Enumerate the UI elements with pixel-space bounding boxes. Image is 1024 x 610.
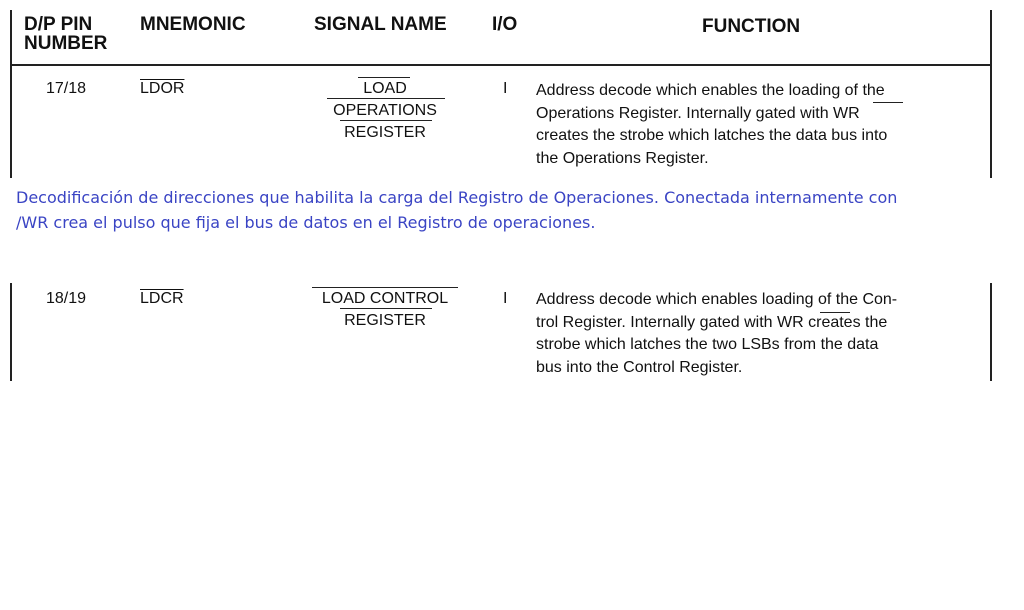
row2-signal-overbar1 xyxy=(312,287,458,288)
translation-line1: Decodificación de direcciones que habilita la carga del Registro de Operaciones. Conectada internamente con xyxy=(16,188,898,207)
row2-function-line2: trol Register. Internally gated with WR creates the xyxy=(536,313,888,331)
row2-function-line1: Address decode which enables loading of the Con- xyxy=(536,291,898,308)
row1-signal-overbar3 xyxy=(340,120,432,121)
header-signal-name: SIGNAL NAME xyxy=(314,14,447,35)
row2-mnemonic: LDCR xyxy=(140,290,184,307)
row1-signal-overbar1 xyxy=(358,77,410,78)
table-left-border xyxy=(10,10,12,178)
header-pin-number xyxy=(24,15,107,53)
row1-signal-line1: LOAD xyxy=(363,80,407,97)
translation-note xyxy=(16,185,1016,235)
row2-signal-line1: LOAD CONTROL xyxy=(321,290,449,307)
header-pin-number-line2: NUMBER xyxy=(24,33,108,54)
row2-right-border xyxy=(990,283,992,381)
row2-function-line3: strobe which latches the two LSBs from the data xyxy=(536,336,879,353)
row1-io: I xyxy=(503,80,508,97)
row1-signal-line2: OPERATIONS xyxy=(333,102,437,119)
row1-function-line2: Operations Register. Internally gated with WR xyxy=(536,104,860,122)
translation-line2: /WR crea el pulso que fija el bus de datos en el Registro de operaciones. xyxy=(16,213,596,232)
row1-function-line4: the Operations Register. xyxy=(536,149,709,167)
header-mnemonic: MNEMONIC xyxy=(140,14,246,35)
row1-signal-name xyxy=(310,78,460,148)
row1-signal-line3: REGISTER xyxy=(344,124,426,141)
row2-io: I xyxy=(503,290,508,307)
header-divider xyxy=(10,64,992,66)
row1-signal-overbar2 xyxy=(327,98,445,99)
row2-wr-overbar xyxy=(820,312,850,313)
row2-left-border xyxy=(10,283,12,381)
table-right-border xyxy=(990,10,992,178)
row2-signal-overbar2 xyxy=(340,308,432,309)
row1-function-line1: Address decode which enables the loading of the xyxy=(536,82,885,99)
row2-signal-name xyxy=(310,288,460,336)
row1-wr-overbar xyxy=(873,102,903,103)
row2-function-line4: bus into the Control Register. xyxy=(536,358,743,376)
header-io: I/O xyxy=(492,14,518,35)
row2-signal-line2: REGISTER xyxy=(344,312,426,329)
header-function: FUNCTION xyxy=(702,16,801,37)
row1-pin: 17/18 xyxy=(46,80,87,97)
row2-pin: 18/19 xyxy=(46,290,87,307)
row1-function xyxy=(536,80,887,170)
row1-mnemonic: LDOR xyxy=(140,80,185,97)
row2-function xyxy=(536,289,897,379)
row1-function-line3: creates the strobe which latches the data bus into xyxy=(536,127,888,144)
header-pin-number-line1: D/P PIN xyxy=(24,14,93,35)
